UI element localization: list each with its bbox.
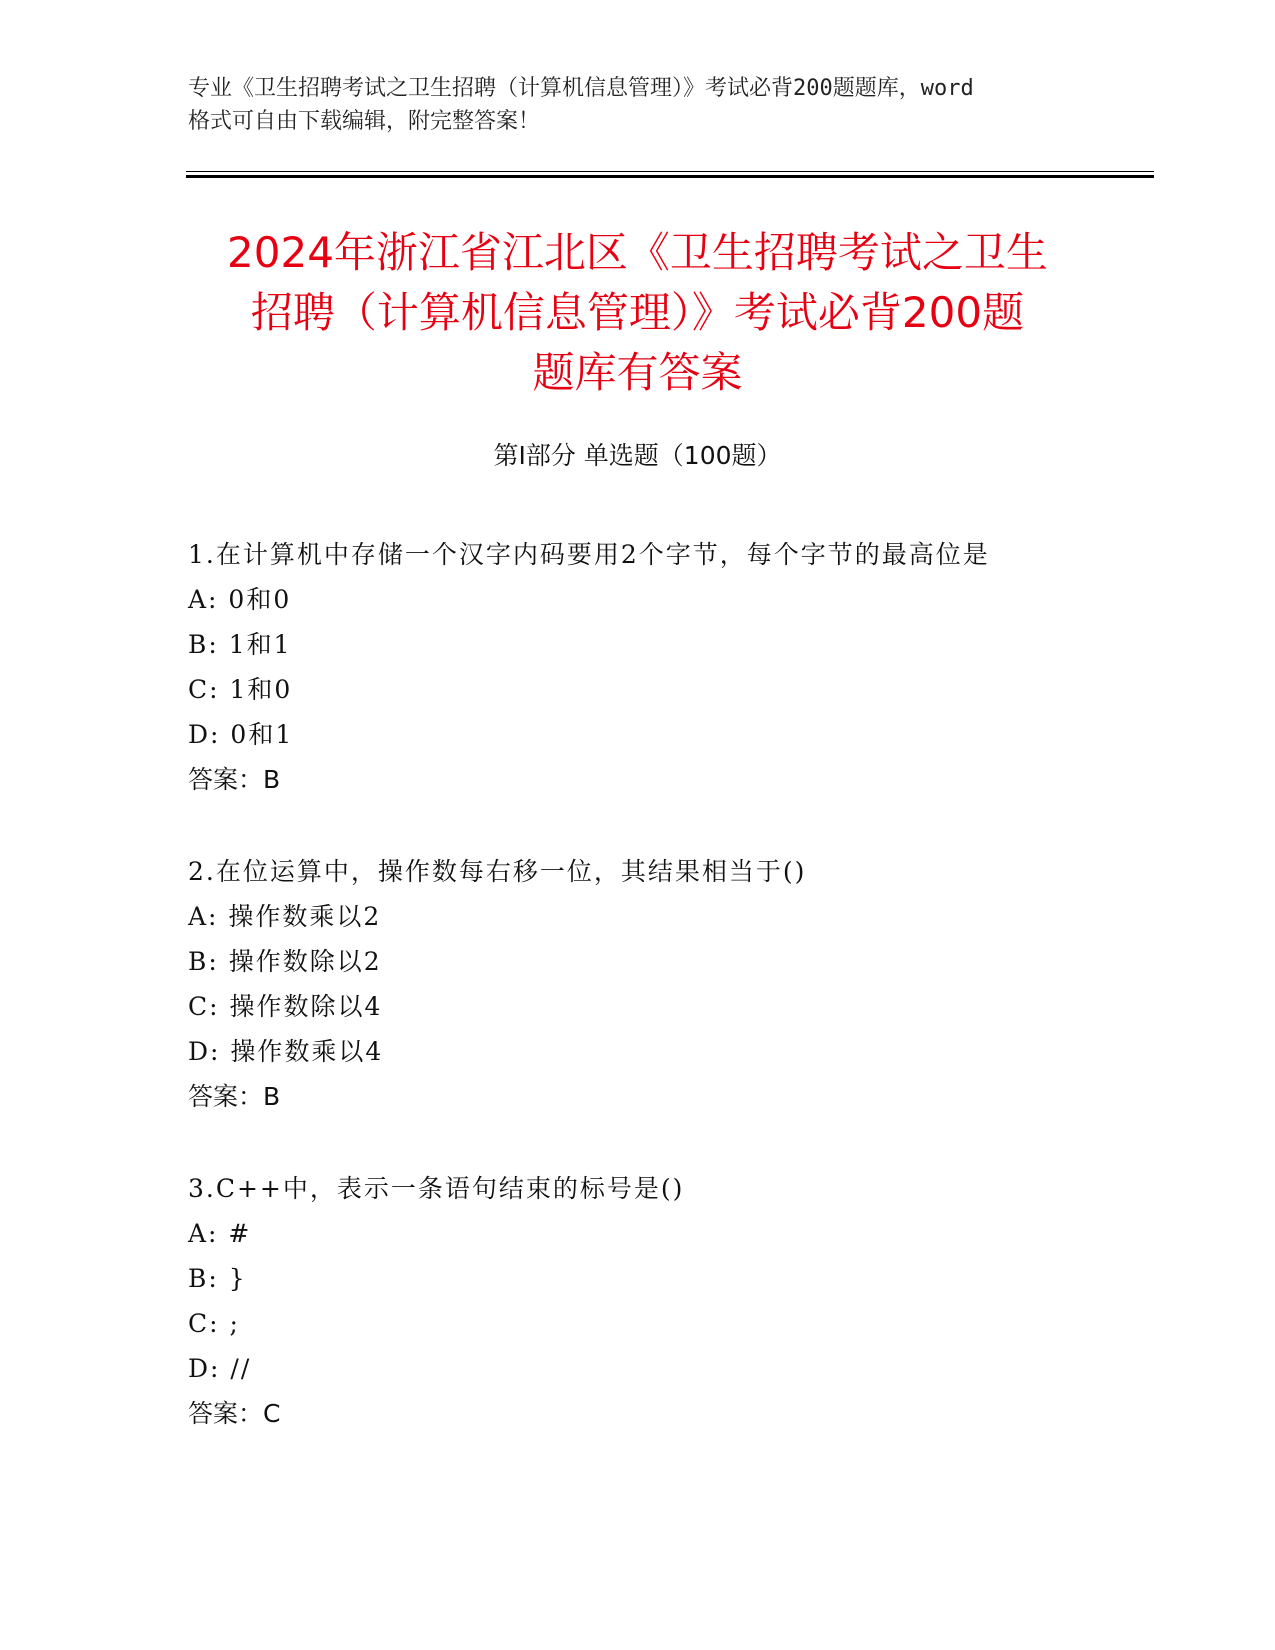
option-b: B: 1和1 (188, 630, 292, 659)
option-b: B: } (188, 1264, 247, 1293)
question-stem: 2.在位运算中，操作数每右移一位，其结果相当于() (188, 857, 807, 886)
option-a: A: 0和0 (188, 585, 292, 614)
question-list (188, 532, 1148, 1483)
document-title-line-2: 招聘（计算机信息管理）》考试必背200题 (250, 288, 1025, 337)
header-rule-thick (186, 175, 1154, 178)
option-d: D: 0和1 (188, 720, 294, 749)
option-d: D: 操作数乘以4 (188, 1037, 384, 1066)
document-title (150, 223, 1125, 403)
header-note-line-1: 专业《卫生招聘考试之卫生招聘（计算机信息管理）》考试必背200题题库，word (188, 76, 974, 101)
answer: 答案：C (188, 1399, 281, 1428)
document-title-line-3: 题库有答案 (532, 348, 743, 397)
question-3 (188, 1166, 1148, 1437)
question-stem: 1.在计算机中存储一个汉字内码要用2个字节，每个字节的最高位是 (188, 540, 990, 569)
option-a: A: 操作数乘以2 (188, 902, 382, 931)
option-b: B: 操作数除以2 (188, 947, 382, 976)
header-rule-thin (186, 171, 1154, 172)
question-stem: 3.C++中，表示一条语句结束的标号是() (188, 1174, 685, 1203)
section-title: 第Ⅰ部分 单选题（100题） (493, 441, 782, 470)
option-c: C: 操作数除以4 (188, 992, 383, 1021)
document-title-line-1: 2024年浙江省江北区《卫生招聘考试之卫生 (227, 228, 1048, 277)
question-2 (188, 849, 1148, 1120)
header-note (188, 72, 1088, 138)
option-a: A: # (188, 1219, 252, 1248)
answer: 答案：B (188, 765, 281, 794)
answer: 答案：B (188, 1082, 281, 1111)
option-c: C: ; (188, 1309, 240, 1338)
option-d: D: // (188, 1354, 252, 1383)
header-note-line-2: 格式可自由下载编辑，附完整答案！ (188, 109, 541, 134)
option-c: C: 1和0 (188, 675, 293, 704)
question-1 (188, 532, 1148, 803)
